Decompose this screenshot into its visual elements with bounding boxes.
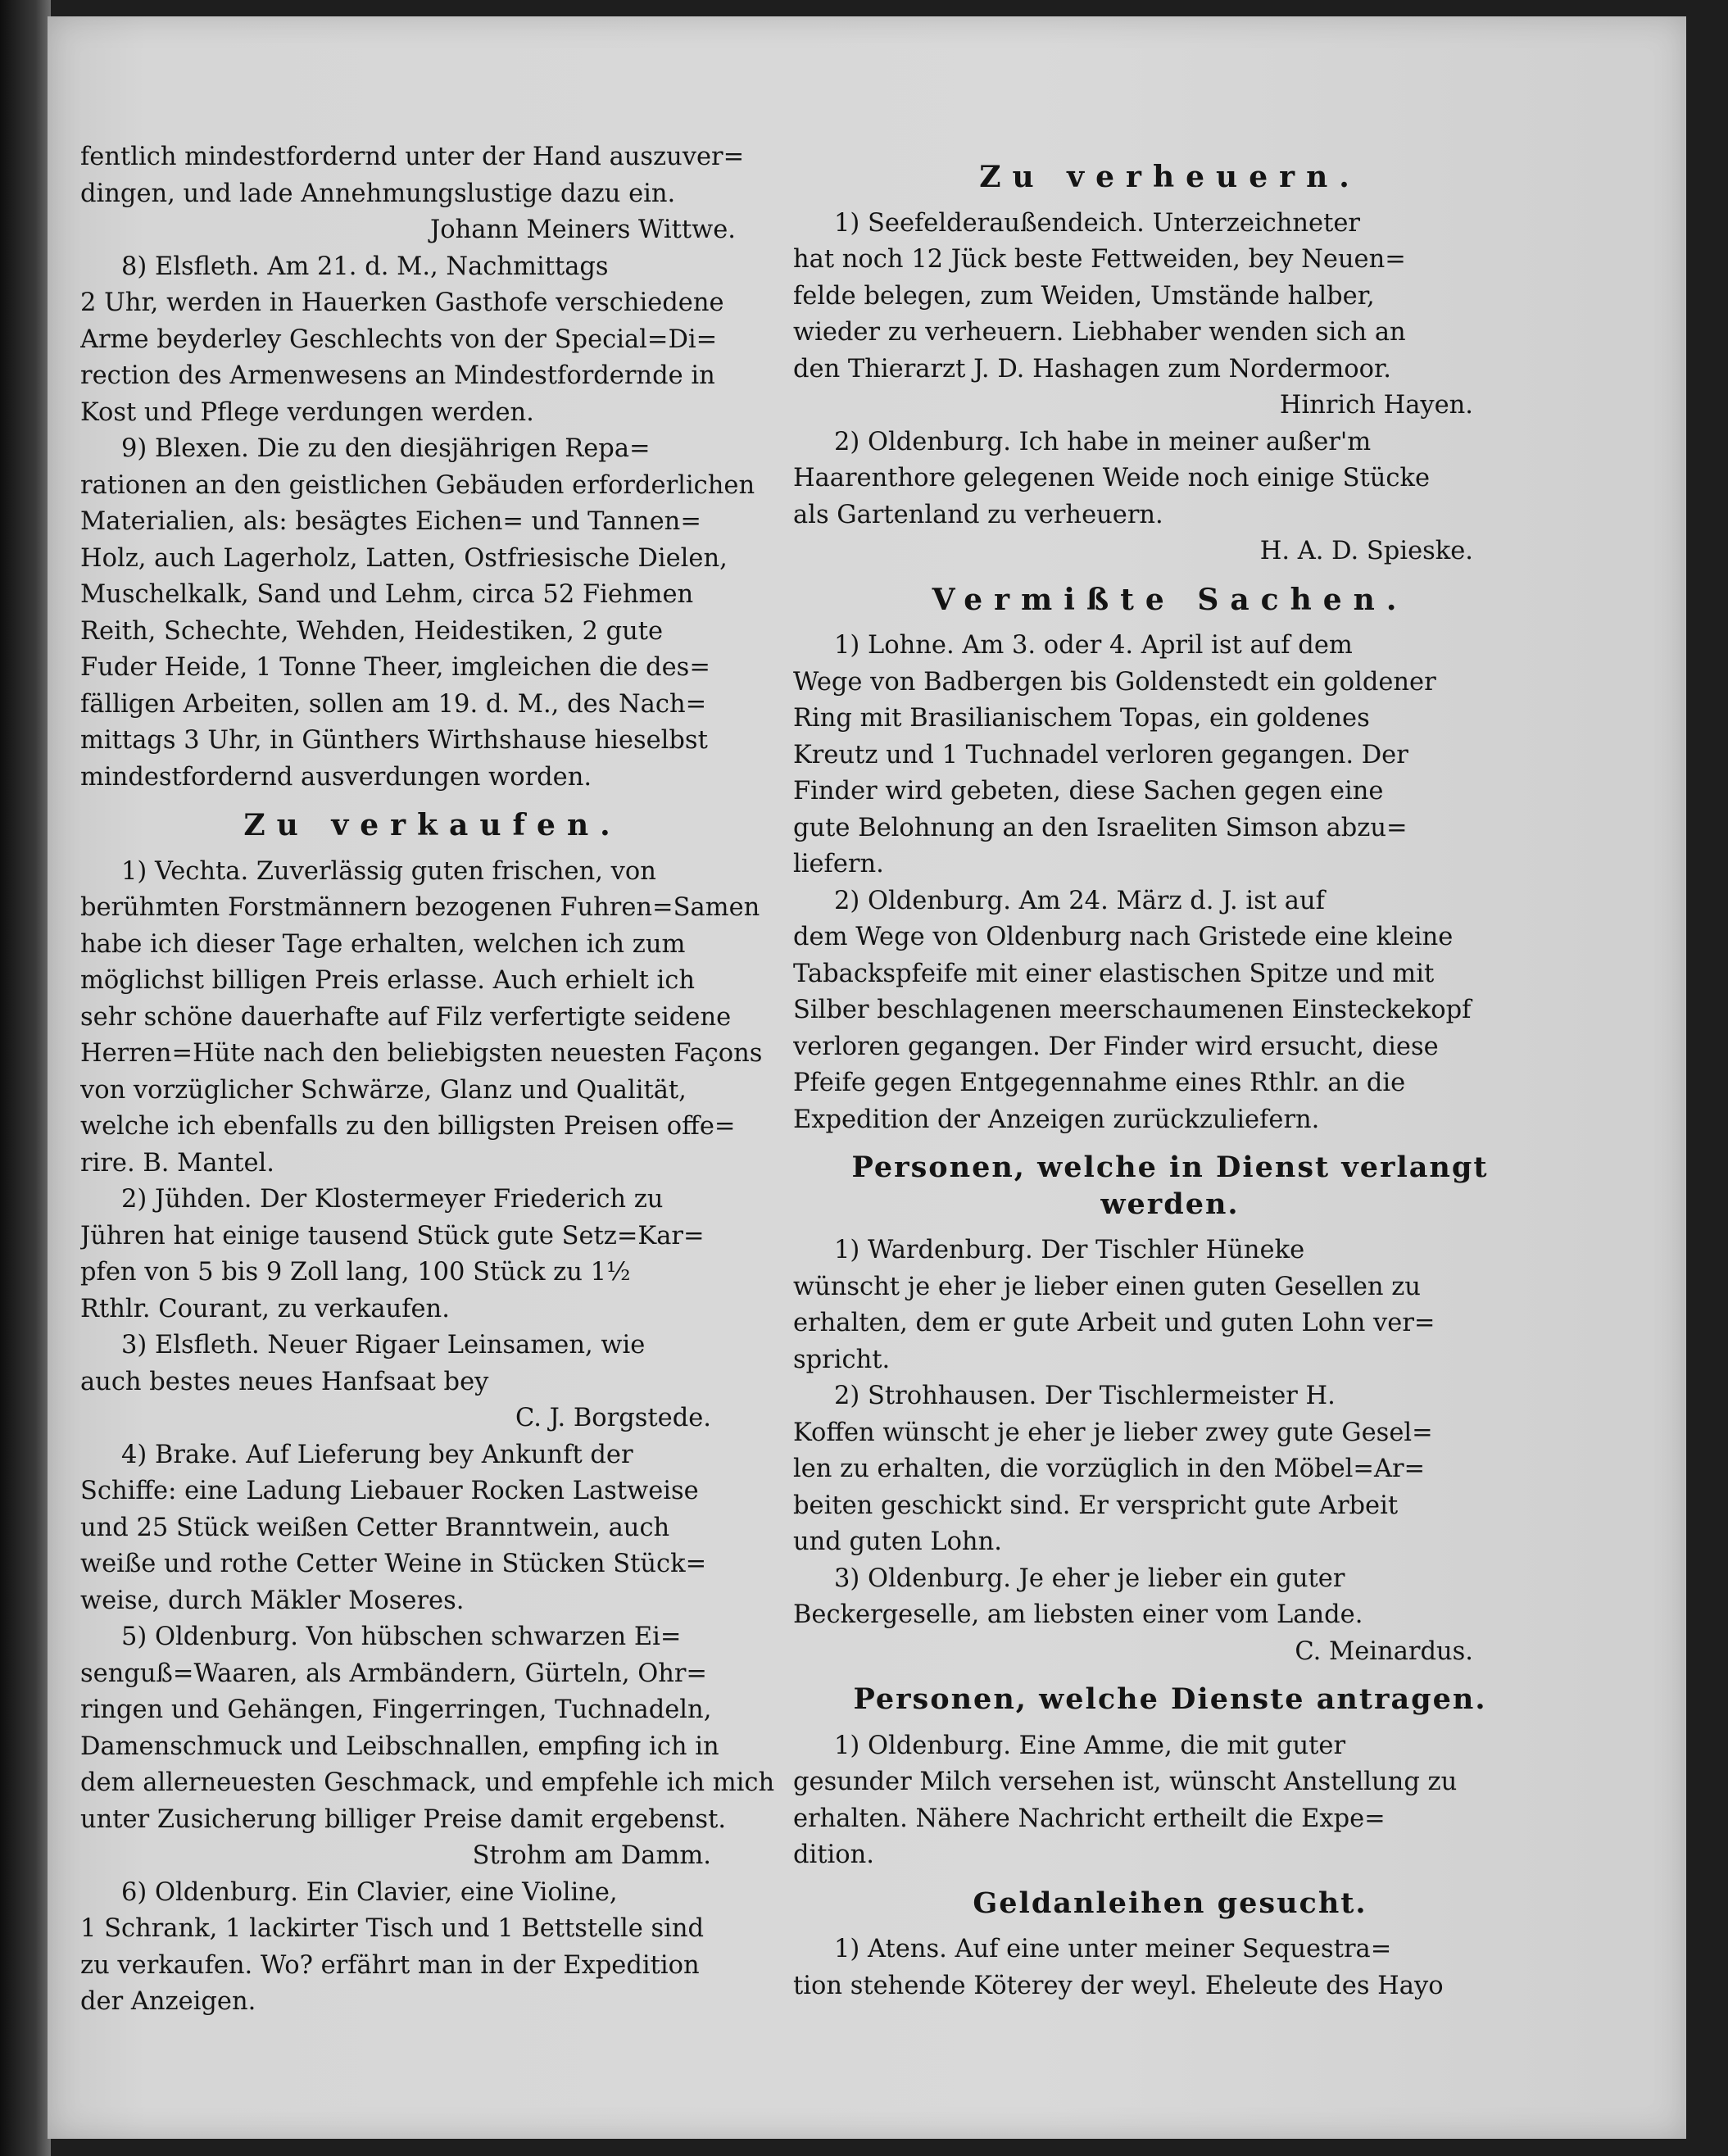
text-line: 2 Uhr, werden in Hauerken Gasthofe verschiedene: [80, 288, 724, 317]
text-line: pfen von 5 bis 9 Zoll lang, 100 Stück zu 1½: [80, 1258, 631, 1287]
text-line: fentlich mindestfordernd unter der Hand auszuver=: [80, 143, 745, 171]
text-line: len zu erhalten, die vorzüglich in den Möbel=Ar=: [793, 1455, 1426, 1483]
text-line: 2) Jühden. Der Klostermeyer Friederich zu: [121, 1185, 664, 1214]
text-line: Kost und Pflege verdungen werden.: [80, 397, 534, 427]
text-line: Arme beyderley Geschlechts von der Special=Di=: [80, 325, 718, 354]
text-line: erhalten, dem er gute Arbeit und guten Lohn ver=: [793, 1309, 1435, 1337]
text-line: erhalten. Nähere Nachricht ertheilt die Expe=: [793, 1804, 1386, 1833]
text-line: und 25 Stück weißen Cetter Branntwein, auch: [80, 1513, 670, 1542]
text-line: verloren gegangen. Der Finder wird ersucht, diese: [793, 1032, 1439, 1061]
text-line: Wege von Badbergen bis Goldenstedt ein goldener: [793, 667, 1436, 697]
text-line: ringen und Gehängen, Fingerringen, Tuchnadeln,: [80, 1695, 712, 1724]
text-line: dem allerneuesten Geschmack, und empfehle ich mich: [80, 1768, 775, 1797]
text-line: Kreutz und 1 Tuchnadel verloren gegangen. Der: [793, 740, 1408, 769]
text-line: rection des Armenwesens an Mindestfordernde in: [80, 361, 715, 390]
signature-line: C. Meinardus.: [1295, 1636, 1473, 1666]
signature-line: Hinrich Hayen.: [1279, 391, 1473, 420]
text-line: Schiffe: eine Ladung Liebauer Rocken Lastweise: [80, 1477, 699, 1505]
text-line: berühmten Forstmännern bezogenen Fuhren=Samen: [80, 893, 760, 922]
text-line: weiße und rothe Cetter Weine in Stücken Stück=: [80, 1550, 707, 1578]
text-line: und guten Lohn.: [793, 1527, 1002, 1556]
text-line: Koffen wünscht je eher je lieber zwey gute Gesel=: [793, 1418, 1433, 1447]
section-heading-dienst-verlangt: Personen, welche in Dienst verlangt werden.: [851, 1151, 1489, 1221]
signature-line: H. A. D. Spieske.: [1259, 537, 1473, 565]
text-line: 6) Oldenburg. Ein Clavier, eine Violine,: [121, 1877, 618, 1907]
text-line: liefern.: [793, 850, 884, 878]
text-line: mittags 3 Uhr, in Günthers Wirthshause hieselbst: [80, 726, 708, 755]
section-heading-zu-verheuern: Zu verheuern.: [979, 160, 1361, 194]
text-line: beiten geschickt sind. Er verspricht gute Arbeit: [793, 1491, 1399, 1520]
text-line: Rthlr. Courant, zu verkaufen.: [80, 1294, 450, 1323]
text-line: 8) Elsfleth. Am 21. d. M., Nachmittags: [121, 252, 609, 281]
text-line: 4) Brake. Auf Lieferung bey Ankunft der: [121, 1440, 633, 1469]
text-line: von vorzüglicher Schwärze, Glanz und Qualität,: [80, 1075, 687, 1105]
text-line: Ring mit Brasilianischem Topas, ein goldenes: [793, 704, 1370, 733]
text-line: dition.: [793, 1841, 874, 1869]
text-line: gesunder Milch versehen ist, wünscht Anstellung zu: [793, 1768, 1458, 1796]
section-heading-geldanleihen: Geldanleihen gesucht.: [973, 1886, 1367, 1920]
text-line: Haarenthore gelegenen Weide noch einige Stücke: [793, 464, 1431, 492]
text-line: rire. B. Mantel.: [80, 1148, 274, 1178]
text-line: 2) Strohhausen. Der Tischlermeister H.: [834, 1382, 1336, 1410]
text-line: felde belegen, zum Weiden, Umstände halber,: [793, 281, 1375, 311]
text-line: als Gartenland zu verheuern.: [793, 500, 1163, 529]
text-line: Muschelkalk, Sand und Lehm, circa 52 Fiehmen: [80, 580, 694, 609]
text-line: dem Wege von Oldenburg nach Gristede eine kleine: [793, 923, 1454, 951]
text-line: senguß=Waaren, als Armbändern, Gürteln, Ohr=: [80, 1659, 707, 1688]
text-line: wieder zu verheuern. Liebhaber wenden sich an: [793, 318, 1406, 347]
text-line: unter Zusicherung billiger Preise damit ergebenst.: [80, 1804, 727, 1834]
text-line: 2) Oldenburg. Am 24. März d. J. ist auf: [834, 886, 1325, 915]
text-line: Tabackspfeife mit einer elastischen Spitze und mit: [793, 959, 1435, 988]
section-heading-vermisste-sachen: Vermißte Sachen.: [932, 582, 1408, 617]
text-line: 1) Oldenburg. Eine Amme, die mit guter: [834, 1731, 1346, 1760]
newspaper-page: [48, 16, 1686, 2139]
signature-line: Strohm am Damm.: [472, 1841, 711, 1870]
text-line: der Anzeigen.: [80, 1987, 256, 2016]
text-line: wünscht je eher je lieber einen guten Gesellen zu: [793, 1272, 1421, 1301]
text-line: den Thierarzt J. D. Hashagen zum Nordermoor.: [793, 354, 1391, 384]
text-line: 1 Schrank, 1 lackirter Tisch und 1 Bettstelle sind: [80, 1914, 705, 1943]
text-line: hat noch 12 Jück beste Fettweiden, bey Neuen=: [793, 245, 1406, 274]
text-line: weise, durch Mäkler Moseres.: [80, 1586, 465, 1615]
text-line: 1) Vechta. Zuverlässig guten frischen, von: [121, 856, 656, 886]
text-line: möglichst billigen Preis erlasse. Auch erhielt ich: [80, 966, 696, 995]
text-line: Holz, auch Lagerholz, Latten, Ostfriesische Dielen,: [80, 543, 728, 573]
text-line: tion stehende Köterey der weyl. Eheleute des Hayo: [793, 1971, 1444, 2000]
signature-line: C. J. Borgstede.: [515, 1404, 711, 1432]
text-line: 5) Oldenburg. Von hübschen schwarzen Ei=: [121, 1623, 682, 1651]
text-line: fälligen Arbeiten, sollen am 19. d. M., des Nach=: [80, 689, 707, 719]
text-line: habe ich dieser Tage erhalten, welchen ich zum: [80, 929, 686, 959]
text-line: 3) Oldenburg. Je eher je lieber ein guter: [834, 1564, 1345, 1593]
text-line: 1) Atens. Auf eine unter meiner Sequestra=: [834, 1935, 1392, 1963]
section-heading-zu-verkaufen: Zu verkaufen.: [243, 808, 622, 842]
text-line: Damenschmuck und Leibschnallen, empfing ich in: [80, 1732, 719, 1761]
text-line: Fuder Heide, 1 Tonne Theer, imgleichen die des=: [80, 653, 710, 682]
text-line: mindestfordernd ausverdungen worden.: [80, 762, 592, 792]
text-line: Herren=Hüte nach den beliebigsten neuesten Façons: [80, 1039, 763, 1068]
text-line: Silber beschlagenen meerschaumenen Einsteckekopf: [793, 996, 1472, 1024]
text-line: welche ich ebenfalls zu den billigsten Preisen offe=: [80, 1112, 736, 1141]
text-line: zu verkaufen. Wo? erfährt man in der Expedition: [80, 1950, 700, 1980]
book-binding-edge: [0, 0, 51, 2156]
text-line: dingen, und lade Annehmungslustige dazu ein.: [80, 179, 676, 208]
text-line: auch bestes neues Hanfsaat bey: [80, 1367, 489, 1396]
text-line: rationen an den geistlichen Gebäuden erforderlichen: [80, 470, 755, 500]
section-heading-dienste-antragen: Personen, welche Dienste antragen.: [853, 1682, 1487, 1716]
text-line: spricht.: [793, 1345, 891, 1374]
text-line: sehr schöne dauerhafte auf Filz verfertigte seidene: [80, 1002, 732, 1032]
text-line: 1) Lohne. Am 3. oder 4. April ist auf dem: [834, 631, 1353, 660]
signature-line: Johann Meiners Wittwe.: [430, 216, 736, 244]
text-line: 3) Elsfleth. Neuer Rigaer Leinsamen, wie: [121, 1331, 646, 1359]
text-line: 1) Seefelderaußendeich. Unterzeichneter: [834, 208, 1360, 238]
text-line: Materialien, als: besägtes Eichen= und Tannen=: [80, 507, 701, 536]
text-line: 2) Oldenburg. Ich habe in meiner außer'm: [834, 427, 1372, 456]
text-line: Reith, Schechte, Wehden, Heidestiken, 2 gute: [80, 616, 664, 646]
text-line: Pfeife gegen Entgegennahme eines Rthlr. an die: [793, 1069, 1406, 1097]
left-column: [80, 139, 785, 2021]
right-column: [793, 148, 1547, 2004]
text-line: Beckergeselle, am liebsten einer vom Lande.: [793, 1600, 1363, 1629]
text-line: Expedition der Anzeigen zurückzuliefern.: [793, 1105, 1320, 1134]
text-line: Jühren hat einige tausend Stück gute Setz=Kar=: [80, 1221, 705, 1250]
text-line: gute Belohnung an den Israeliten Simson abzu=: [793, 813, 1408, 842]
text-line: 9) Blexen. Die zu den diesjährigen Repa=: [121, 434, 651, 463]
text-line: Finder wird gebeten, diese Sachen gegen eine: [793, 777, 1384, 806]
text-line: 1) Wardenburg. Der Tischler Hüneke: [834, 1236, 1305, 1264]
